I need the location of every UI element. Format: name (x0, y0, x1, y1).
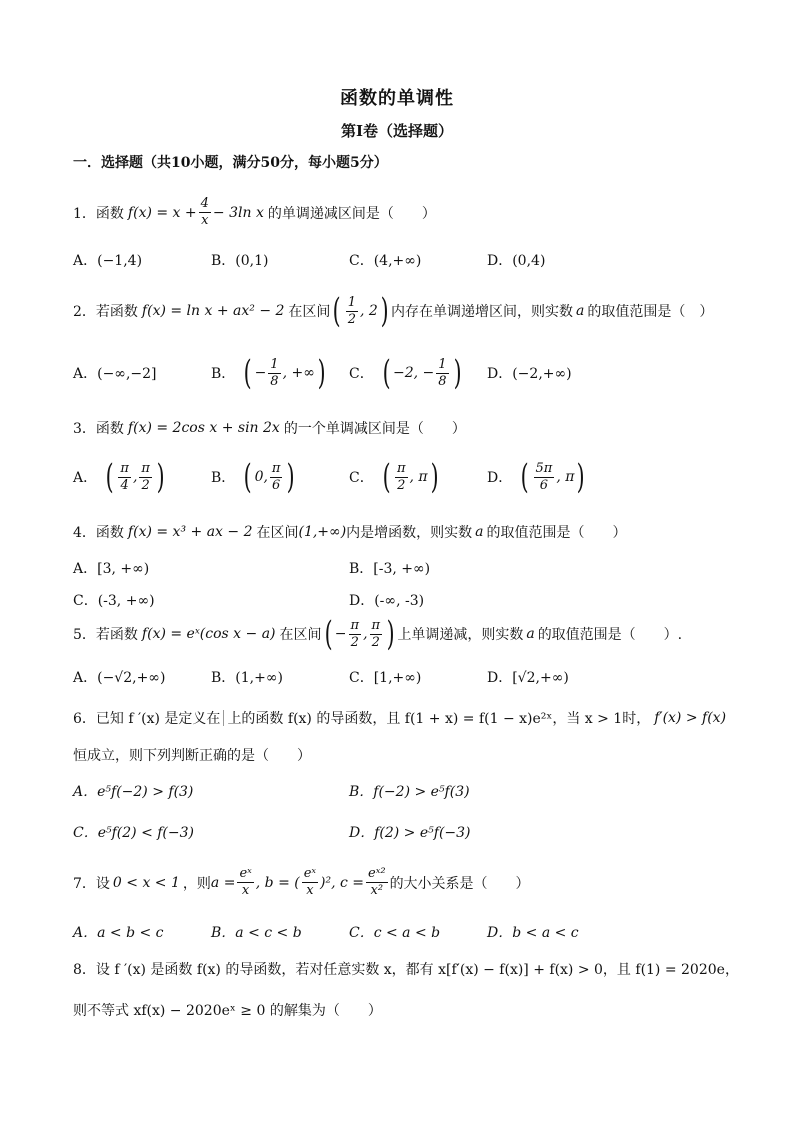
q6-option-d: D．f(2) > e⁵f(−3) (349, 825, 471, 841)
q3-option-a-den2: 2 (141, 477, 150, 493)
question-6-line1 (73, 708, 726, 728)
right-paren-glyph: ) (386, 614, 395, 654)
q6-options-row1 (73, 781, 733, 801)
q6-line1: 6．已知 f ′(x) 是定义在 (73, 711, 221, 727)
q6-line1c: f′(x) > f(x) (654, 710, 727, 726)
q2-expr: f(x) = ln x + ax² − 2 (141, 303, 285, 319)
q3-option-a-num1: π (120, 460, 129, 476)
q6-option-c: C．e⁵f(2) < f(−3) (73, 825, 194, 841)
q2-option-c-pre: −2, − (392, 365, 435, 381)
q7-a-frac (237, 866, 253, 899)
q3-option-d-label: D． (487, 470, 513, 486)
q2-option-a: A．(−∞,−2] (73, 366, 157, 382)
q4-option-b: B．[-3, +∞) (349, 561, 431, 577)
q2-option-d: D．(−2,+∞) (487, 366, 572, 382)
q5-den2: 2 (371, 634, 380, 650)
q5-expr: f(x) = eˣ(cos x − a) (141, 626, 276, 642)
q3-options (73, 457, 733, 497)
q2-frac-den: 2 (347, 311, 356, 327)
q3-option-a-label: A． (73, 470, 98, 486)
q1-frac-den: x (201, 213, 209, 228)
q3-option-b-frac (270, 461, 283, 494)
q2-option-c-label: C． (349, 366, 374, 382)
right-paren-glyph: ) (380, 291, 389, 331)
q3-option-d (487, 457, 625, 497)
q6-option-a: A．e⁵f(−2) > f(3) (73, 784, 194, 800)
q7-cond: 0 < x < 1 (112, 874, 180, 891)
q2-option-b-pre: − (254, 365, 267, 381)
q5-prefix: 5．若函数 (73, 627, 138, 643)
question-2 (73, 291, 714, 331)
q6-line2: 恒成立，则下列判断正确的是（ ） (73, 748, 311, 764)
left-paren-glyph: ( (382, 353, 391, 393)
q7-option-b: B．a < c < b (211, 925, 302, 941)
q2-option-b (211, 353, 349, 393)
q7-b-post: )², c = (320, 874, 365, 891)
q4-expr: f(x) = x³ + ax − 2 (127, 524, 253, 540)
q2-frac-num: 1 (347, 294, 356, 310)
q3-option-a-den1: 4 (120, 477, 129, 493)
left-paren-glyph: ( (520, 457, 529, 497)
q2-int-end: , 2 (359, 303, 378, 319)
q1-expr-a: f(x) = x + (127, 204, 197, 221)
q4-mid: 在区间 (256, 525, 299, 541)
q5-option-d: D．[√2,+∞) (487, 670, 569, 686)
left-paren-glyph: ( (382, 457, 391, 497)
section-heading: 一．选择题（共10小题，满分50分，每小题5分） (73, 155, 388, 171)
right-paren-glyph: ) (430, 457, 439, 497)
q1-prefix: 1．函数 (73, 205, 124, 222)
right-paren-glyph: ) (317, 353, 326, 393)
q7-option-a: A．a < b < c (73, 925, 164, 941)
q7-c-den: x² (370, 883, 384, 898)
q5-suffix: 上单调递减，则实数 (397, 627, 524, 643)
text-cursor (223, 710, 224, 726)
q2-option-c (349, 353, 487, 393)
q3-option-c-label: C． (349, 470, 374, 486)
q1-option-c: C．(4,+∞) (349, 253, 422, 269)
q1-fraction (199, 196, 211, 229)
q5-num1: π (350, 617, 360, 633)
left-paren-glyph: ( (105, 457, 114, 497)
q3-option-c-num: π (396, 460, 406, 476)
right-paren-glyph: ) (156, 457, 165, 497)
question-4 (73, 522, 627, 542)
q7-c-num: eˣ² (368, 866, 386, 881)
q7-b-den: x (306, 883, 314, 898)
q8-line1: 8．设 f ′(x) 是函数 f(x) 的导函数，若对任意实数 x，都有 x[f′(x) − f(x)] + f(x) > 0，且 f(1) = 2020e， (73, 962, 739, 978)
question-3 (73, 418, 466, 438)
question-5: 5．若函数 f(x) = eˣ(cos x − a) 在区间 ( − $\frac{\pi}{2}$ , $\frac{\pi}{2}$ ) 上单调递减，则实数 a 的取值范围是（ ）. (73, 614, 683, 654)
q2-fraction (346, 295, 358, 328)
q7-suffix: 的大小关系是（ ） (389, 875, 530, 892)
q4-suffix2: 的取值范围是（ ） (486, 525, 627, 541)
q3-option-c-frac (395, 461, 408, 494)
q7-a-eq: a = (210, 874, 236, 891)
q2-options (73, 353, 733, 393)
q7-options (73, 922, 733, 942)
q3-option-b-num: π (271, 460, 281, 476)
q1-suffix: 的单调递减区间是（ ） (267, 205, 436, 222)
q3-option-a-frac2 (139, 461, 152, 494)
q5-options (73, 667, 733, 687)
q2-option-b-den: 8 (270, 373, 279, 389)
question-8-line1 (73, 959, 739, 979)
q2-option-b-num: 1 (270, 356, 279, 372)
q3-option-c (349, 457, 487, 497)
q2-option-c-den: 8 (438, 373, 447, 389)
q7-prefix: 7．设 (73, 875, 110, 892)
q4-option-d: D．(-∞, -3) (349, 593, 425, 609)
question-7 (73, 866, 530, 899)
q5-option-b: B．(1,+∞) (211, 670, 283, 686)
q5-option-a: A．(−√2,+∞) (73, 670, 166, 686)
q6-line1b: 上的函数 f(x) 的导函数，且 f(1 + x) = f(1 − x)e²ˣ，当 x > 1时， (227, 711, 651, 727)
q4-options-row1 (73, 558, 733, 578)
q2-suffix2: 的取值范围是（ ） (587, 304, 714, 320)
right-paren-glyph: ) (453, 353, 462, 393)
q4-interval: (1,+∞) (298, 524, 347, 540)
q2-mid: 在区间 (288, 304, 331, 320)
q4-option-a: A．[3, +∞) (73, 561, 150, 577)
q5-frac1 (349, 618, 362, 651)
q6-options-row2 (73, 822, 733, 842)
q2-option-b-fraction (268, 357, 280, 390)
question-6-line2 (73, 745, 311, 765)
q3-option-b (211, 457, 349, 497)
left-paren-glyph: ( (324, 614, 333, 654)
q7-b-num: eˣ (303, 866, 317, 881)
q3-option-d-den: 6 (539, 477, 549, 493)
q7-mid: ，则 (182, 875, 211, 892)
q3-expr: f(x) = 2cos x + sin 2x (127, 420, 280, 436)
q7-c-frac (366, 866, 388, 899)
page-subtitle: 第Ⅰ卷（选择题） (340, 122, 454, 140)
q4-prefix: 4．函数 (73, 525, 124, 541)
q3-option-a: A． ( $\frac{\pi}{4}$ , $\frac{\pi}{2}$ ) (73, 457, 165, 497)
q7-a-num: eˣ (239, 866, 252, 881)
q3-option-c-post: , π (409, 469, 428, 485)
q1-expr-b: − 3ln x (212, 204, 264, 221)
q1-frac-num: 4 (200, 196, 209, 211)
q3-option-d-num: 5π (535, 460, 553, 476)
q3-option-b-pre: 0, (254, 469, 268, 485)
q4-options-row2 (73, 590, 733, 610)
q1-option-a: A．(−1,4) (73, 253, 143, 269)
q6-option-b: B．f(−2) > e⁵f(3) (349, 784, 470, 800)
q3-option-c-den: 2 (397, 477, 406, 493)
q3-option-d-post: , π (556, 469, 575, 485)
right-paren-glyph: ) (287, 457, 296, 497)
q3-option-b-den: 6 (272, 477, 281, 493)
q2-option-b-post: , +∞ (282, 365, 315, 381)
q8-line2: 则不等式 xf(x) − 2020eˣ ≥ 0 的解集为（ ） (73, 1003, 382, 1019)
q5-frac2 (370, 618, 383, 651)
q3-suffix: 的一个单调减区间是（ ） (283, 421, 466, 437)
question-8-line2 (73, 1000, 382, 1020)
q2-option-c-fraction (436, 357, 448, 390)
q7-b-eq: , b = ( (255, 874, 300, 891)
left-paren-glyph: ( (333, 291, 342, 331)
left-paren-glyph: ( (243, 353, 252, 393)
q3-option-a-frac1 (118, 461, 131, 494)
q3-option-b-label: B． (211, 470, 236, 486)
q5-var: a (526, 626, 535, 642)
q3-option-d-frac (534, 461, 555, 494)
q5-option-c: C．[1,+∞) (349, 670, 422, 686)
q3-option-a-num2: π (141, 460, 150, 476)
q2-var: a (576, 303, 585, 319)
q7-option-d: D．b < a < c (487, 925, 579, 941)
q5-den1: 2 (350, 634, 359, 650)
q7-a-den: x (241, 883, 250, 898)
q2-option-c-num: 1 (438, 356, 447, 372)
q5-suffix2: 的取值范围是（ ）. (537, 627, 683, 643)
q2-option-b-label: B． (211, 366, 236, 382)
right-paren-glyph: ) (577, 457, 586, 497)
left-paren-glyph: ( (243, 457, 252, 497)
q3-prefix: 3．函数 (73, 421, 124, 437)
q5-mid: 在区间 (279, 627, 322, 643)
q1-options (73, 250, 733, 270)
q2-prefix: 2．若函数 (73, 304, 138, 320)
page-title: 函数的单调性 (340, 88, 454, 109)
q7-b-frac (302, 866, 318, 899)
question-1 (73, 196, 436, 229)
q4-option-c: C．(-3, +∞) (73, 593, 155, 609)
q5-num2: π (371, 617, 381, 633)
q1-option-d: D．(0,4) (487, 253, 546, 269)
q4-var: a (475, 524, 484, 540)
q4-suffix: 内是增函数，则实数 (346, 525, 473, 541)
q2-suffix: 内存在单调递增区间，则实数 (391, 304, 574, 320)
q1-option-b: B．(0,1) (211, 253, 269, 269)
q7-option-c: C．c < a < b (349, 925, 441, 941)
